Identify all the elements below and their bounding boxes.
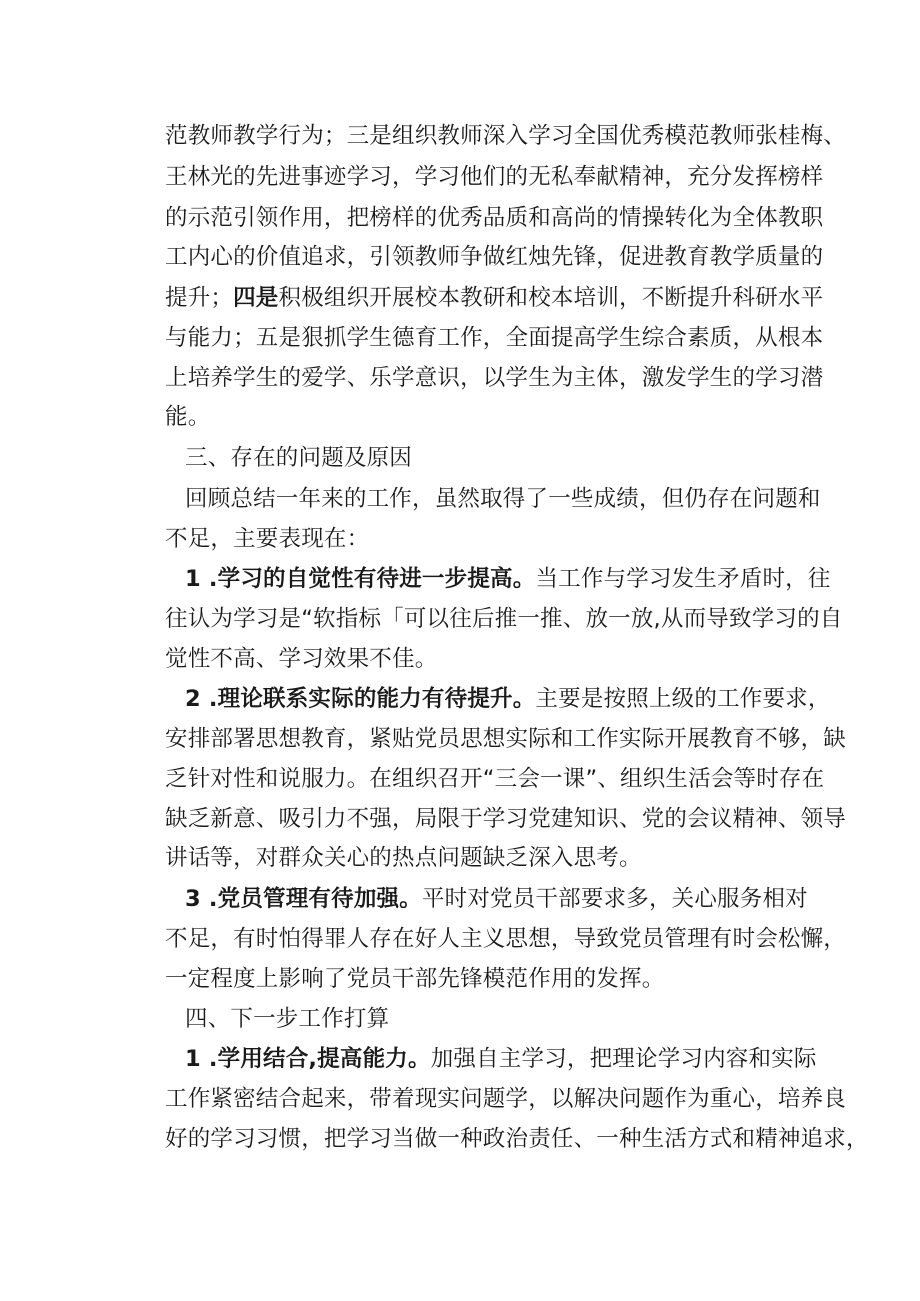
paragraph-line: 能。 bbox=[165, 404, 211, 430]
paragraph-line: 工内心的价值追求，引领教师争做红烛先锋，促进教育教学质量的 bbox=[165, 244, 824, 270]
section-heading: 四、下一步工作打算 bbox=[185, 1006, 390, 1032]
paragraph-line: 不足，有时怕得罪人存在好人主义思想，导致党员管理有时会松懈， bbox=[165, 926, 847, 952]
paragraph-line bbox=[185, 1044, 825, 1074]
bold-lead: 1 .学习的自觉性有待进一步提高。 bbox=[185, 566, 536, 592]
paragraph-line: 讲话等，对群众关心的热点问题缺乏深入思考。 bbox=[165, 845, 642, 871]
paragraph-line: 与能力；五是狠抓学生德育工作，全面提高学生综合素质，从根本 bbox=[165, 325, 824, 351]
line-text: 积极组织开展校本教研和校本培训，不断提升科研水平 bbox=[278, 285, 824, 311]
line-text: 当工作与学习发生矛盾时，往 bbox=[535, 566, 831, 592]
paragraph-line: 上培养学生的爱学、乐学意识，以学生为主体，激发学生的学习潜 bbox=[165, 365, 824, 391]
bold-lead: 2 .理论联系实际的能力有待提升。 bbox=[185, 686, 536, 712]
paragraph-line: 缺乏新意、吸引力不强，局限于学习党建知识、党的会议精神、领导 bbox=[165, 806, 847, 832]
paragraph-line bbox=[165, 283, 824, 313]
line-text: 加强自主学习，把理论学习内容和实际 bbox=[430, 1046, 817, 1072]
line-text: 提升； bbox=[165, 285, 234, 311]
paragraph-line: 好的学习习惯，把学习当做一种政治责任、一种生活方式和精神追求， bbox=[165, 1126, 869, 1152]
paragraph-line bbox=[185, 884, 825, 914]
bold-lead: 四是 bbox=[233, 285, 279, 311]
paragraph-line bbox=[185, 684, 831, 714]
paragraph-line: 范教师教学行为；三是组织教师深入学习全国优秀模范教师张桂梅、 bbox=[165, 123, 847, 149]
paragraph-line bbox=[185, 564, 831, 594]
paragraph-line: 工作紧密结合起来，带着现实问题学，以解决问题作为重心，培养良 bbox=[165, 1086, 847, 1112]
line-text: 平时对党员干部要求多，关心服务相对 bbox=[421, 886, 808, 912]
paragraph-line: 安排部署思想教育，紧贴党员思想实际和工作实际开展教育不够，缺 bbox=[165, 726, 847, 752]
section-heading: 三、存在的问题及原因 bbox=[185, 445, 413, 471]
paragraph-line: 往认为学习是“软指标「可以往后推一推、放一放,从而导致学习的自 bbox=[165, 606, 843, 632]
bold-lead: 3 .党员管理有待加强。 bbox=[185, 886, 422, 912]
paragraph-line: 回顾总结一年来的工作，虽然取得了一些成绩，但仍存在问题和 bbox=[185, 486, 821, 512]
paragraph-line: 的示范引领作用，把榜样的优秀品质和高尚的情操转化为全体教职 bbox=[165, 205, 824, 231]
paragraph-line: 乏针对性和说服力。在组织召开“三会一课”、组织生活会等时存在 bbox=[165, 766, 825, 792]
paragraph-line: 王林光的先进事迹学习，学习他们的无私奉献精神，充分发挥榜样 bbox=[165, 164, 824, 190]
paragraph-line: 一定程度上影响了党员干部先锋模范作用的发挥。 bbox=[165, 966, 665, 992]
bold-lead: 1 .学用结合,提高能力。 bbox=[185, 1046, 431, 1072]
paragraph-line: 觉性不高、学习效果不佳。 bbox=[165, 646, 438, 672]
paragraph-line: 不足，主要表现在： bbox=[165, 526, 370, 552]
line-text: 主要是按照上级的工作要求， bbox=[535, 686, 831, 712]
